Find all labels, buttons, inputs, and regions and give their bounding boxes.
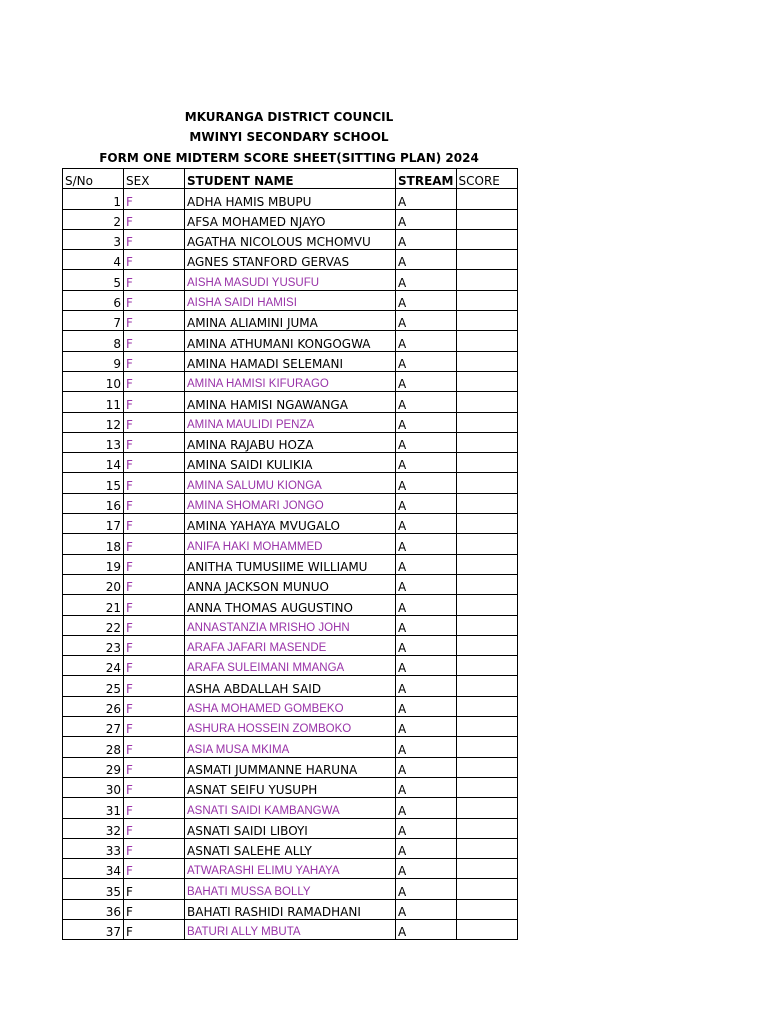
sheet-title: FORM ONE MIDTERM SCORE SHEET(SITTING PLAN) 2024 <box>99 151 479 165</box>
table-row <box>63 635 518 655</box>
table-row <box>63 534 518 554</box>
table-row <box>63 351 518 371</box>
cell-sex: F <box>124 818 185 838</box>
table-row <box>63 331 518 351</box>
cell-student-name: AISHA SAIDI HAMISI <box>185 290 396 310</box>
cell-sno: 8 <box>63 331 124 351</box>
cell-student-name: AMINA ALIAMINI JUMA <box>185 311 396 331</box>
cell-student-name: ASNATI SAIDI KAMBANGWA <box>185 798 396 818</box>
cell-score[interactable] <box>456 757 517 777</box>
cell-student-name: ASHURA HOSSEIN ZOMBOKO <box>185 717 396 737</box>
table-row <box>63 595 518 615</box>
cell-sex: F <box>124 919 185 939</box>
cell-sex: F <box>124 432 185 452</box>
cell-student-name: AFSA MOHAMED NJAYO <box>185 209 396 229</box>
cell-student-name: BATURI ALLY MBUTA <box>185 919 396 939</box>
cell-stream: A <box>396 574 457 594</box>
cell-stream: A <box>396 453 457 473</box>
cell-student-name: ADHA HAMIS MBUPU <box>185 189 396 209</box>
cell-sno: 37 <box>63 919 124 939</box>
cell-score[interactable] <box>456 392 517 412</box>
cell-stream: A <box>396 250 457 270</box>
cell-sno: 28 <box>63 737 124 757</box>
cell-sex: F <box>124 574 185 594</box>
cell-sno: 11 <box>63 392 124 412</box>
cell-stream: A <box>396 777 457 797</box>
cell-score[interactable] <box>456 676 517 696</box>
cell-sno: 24 <box>63 656 124 676</box>
cell-stream: A <box>396 432 457 452</box>
cell-stream: A <box>396 717 457 737</box>
cell-sex: F <box>124 798 185 818</box>
cell-student-name: ANITHA TUMUSIIME WILLIAMU <box>185 554 396 574</box>
cell-sex: F <box>124 554 185 574</box>
cell-score[interactable] <box>456 493 517 513</box>
table-row <box>63 412 518 432</box>
cell-score[interactable] <box>456 696 517 716</box>
table-row <box>63 453 518 473</box>
cell-sex: F <box>124 371 185 391</box>
cell-sno: 5 <box>63 270 124 290</box>
cell-score[interactable] <box>456 209 517 229</box>
cell-sno: 4 <box>63 250 124 270</box>
table-row <box>63 838 518 858</box>
cell-sno: 3 <box>63 229 124 249</box>
cell-sno: 19 <box>63 554 124 574</box>
table-header-row <box>63 169 518 189</box>
cell-score[interactable] <box>456 798 517 818</box>
cell-sno: 1 <box>63 189 124 209</box>
cell-sno: 25 <box>63 676 124 696</box>
cell-sno: 27 <box>63 717 124 737</box>
table-row <box>63 615 518 635</box>
cell-student-name: ANNA JACKSON MUNUO <box>185 574 396 594</box>
cell-student-name: AGATHA NICOLOUS MCHOMVU <box>185 229 396 249</box>
cell-stream: A <box>396 209 457 229</box>
header-sex: SEX <box>124 169 185 189</box>
cell-score[interactable] <box>456 818 517 838</box>
table-row <box>63 574 518 594</box>
cell-sno: 26 <box>63 696 124 716</box>
cell-score[interactable] <box>456 473 517 493</box>
cell-sex: F <box>124 189 185 209</box>
table-row <box>63 919 518 939</box>
cell-stream: A <box>396 514 457 534</box>
cell-score[interactable] <box>456 717 517 737</box>
table-row <box>63 371 518 391</box>
table-row <box>63 899 518 919</box>
cell-score[interactable] <box>456 311 517 331</box>
cell-sex: F <box>124 595 185 615</box>
cell-student-name: ARAFA JAFARI MASENDE <box>185 635 396 655</box>
cell-sno: 31 <box>63 798 124 818</box>
table-row <box>63 798 518 818</box>
table-row <box>63 696 518 716</box>
cell-sex: F <box>124 696 185 716</box>
cell-sno: 22 <box>63 615 124 635</box>
cell-sno: 15 <box>63 473 124 493</box>
cell-score[interactable] <box>456 859 517 879</box>
table-row <box>63 270 518 290</box>
cell-stream: A <box>396 331 457 351</box>
cell-sno: 17 <box>63 514 124 534</box>
cell-score[interactable] <box>456 412 517 432</box>
cell-stream: A <box>396 473 457 493</box>
cell-stream: A <box>396 615 457 635</box>
cell-stream: A <box>396 818 457 838</box>
cell-student-name: ANNA THOMAS AUGUSTINO <box>185 595 396 615</box>
cell-student-name: AISHA MASUDI YUSUFU <box>185 270 396 290</box>
cell-score[interactable] <box>456 737 517 757</box>
table-row <box>63 737 518 757</box>
table-row <box>63 229 518 249</box>
cell-stream: A <box>396 371 457 391</box>
cell-student-name: AMINA HAMADI SELEMANI <box>185 351 396 371</box>
cell-score[interactable] <box>456 899 517 919</box>
cell-sex: F <box>124 473 185 493</box>
cell-sex: F <box>124 838 185 858</box>
cell-sex: F <box>124 453 185 473</box>
cell-stream: A <box>396 798 457 818</box>
cell-score[interactable] <box>456 879 517 899</box>
cell-stream: A <box>396 311 457 331</box>
table-row <box>63 879 518 899</box>
cell-stream: A <box>396 493 457 513</box>
cell-student-name: ATWARASHI ELIMU YAHAYA <box>185 859 396 879</box>
cell-sno: 33 <box>63 838 124 858</box>
cell-score[interactable] <box>456 919 517 939</box>
cell-student-name: ASIA MUSA MKIMA <box>185 737 396 757</box>
header-score: SCORE <box>456 169 517 189</box>
cell-stream: A <box>396 270 457 290</box>
cell-student-name: AMINA MAULIDI PENZA <box>185 412 396 432</box>
cell-student-name: AMINA SAIDI KULIKIA <box>185 453 396 473</box>
cell-sno: 23 <box>63 635 124 655</box>
cell-score[interactable] <box>456 615 517 635</box>
cell-sex: F <box>124 717 185 737</box>
cell-sno: 20 <box>63 574 124 594</box>
cell-score[interactable] <box>456 777 517 797</box>
table-body <box>63 169 518 940</box>
cell-sex: F <box>124 311 185 331</box>
table-row <box>63 290 518 310</box>
cell-sno: 30 <box>63 777 124 797</box>
table-row <box>63 473 518 493</box>
cell-sex: F <box>124 514 185 534</box>
cell-sex: F <box>124 209 185 229</box>
cell-sex: F <box>124 331 185 351</box>
cell-student-name: AGNES STANFORD GERVAS <box>185 250 396 270</box>
cell-sno: 36 <box>63 899 124 919</box>
cell-sno: 32 <box>63 818 124 838</box>
cell-stream: A <box>396 635 457 655</box>
cell-sno: 13 <box>63 432 124 452</box>
cell-score[interactable] <box>456 514 517 534</box>
cell-sex: F <box>124 757 185 777</box>
table-row <box>63 311 518 331</box>
cell-student-name: AMINA HAMISI KIFURAGO <box>185 371 396 391</box>
cell-stream: A <box>396 737 457 757</box>
cell-sno: 10 <box>63 371 124 391</box>
table-row <box>63 777 518 797</box>
table-row <box>63 209 518 229</box>
cell-sno: 12 <box>63 412 124 432</box>
cell-stream: A <box>396 351 457 371</box>
school-heading: MWINYI SECONDARY SCHOOL <box>189 130 389 144</box>
table-row <box>63 676 518 696</box>
table-row <box>63 189 518 209</box>
cell-sno: 14 <box>63 453 124 473</box>
table-row <box>63 250 518 270</box>
cell-sno: 35 <box>63 879 124 899</box>
cell-score[interactable] <box>456 270 517 290</box>
cell-stream: A <box>396 656 457 676</box>
cell-student-name: ASNATI SAIDI LIBOYI <box>185 818 396 838</box>
cell-stream: A <box>396 757 457 777</box>
cell-score[interactable] <box>456 371 517 391</box>
cell-student-name: ASNATI SALEHE ALLY <box>185 838 396 858</box>
cell-score[interactable] <box>456 290 517 310</box>
cell-stream: A <box>396 290 457 310</box>
cell-student-name: ANIFA HAKI MOHAMMED <box>185 534 396 554</box>
cell-stream: A <box>396 676 457 696</box>
cell-stream: A <box>396 919 457 939</box>
cell-student-name: ANNASTANZIA MRISHO JOHN <box>185 615 396 635</box>
cell-student-name: ASMATI JUMMANNE HARUNA <box>185 757 396 777</box>
table-row <box>63 392 518 412</box>
cell-sno: 34 <box>63 859 124 879</box>
cell-score[interactable] <box>456 635 517 655</box>
cell-sex: F <box>124 899 185 919</box>
cell-score[interactable] <box>456 595 517 615</box>
cell-score[interactable] <box>456 331 517 351</box>
cell-sno: 29 <box>63 757 124 777</box>
cell-score[interactable] <box>456 574 517 594</box>
cell-student-name: AMINA SHOMARI JONGO <box>185 493 396 513</box>
cell-stream: A <box>396 554 457 574</box>
cell-stream: A <box>396 696 457 716</box>
cell-student-name: AMINA ATHUMANI KONGOGWA <box>185 331 396 351</box>
cell-sex: F <box>124 270 185 290</box>
cell-sex: F <box>124 290 185 310</box>
cell-stream: A <box>396 859 457 879</box>
cell-sno: 6 <box>63 290 124 310</box>
cell-sex: F <box>124 859 185 879</box>
cell-stream: A <box>396 595 457 615</box>
cell-stream: A <box>396 838 457 858</box>
cell-student-name: ASNAT SEIFU YUSUPH <box>185 777 396 797</box>
cell-stream: A <box>396 229 457 249</box>
cell-sex: F <box>124 615 185 635</box>
cell-score[interactable] <box>456 432 517 452</box>
cell-sex: F <box>124 777 185 797</box>
table-row <box>63 818 518 838</box>
cell-sno: 7 <box>63 311 124 331</box>
table-row <box>63 493 518 513</box>
cell-score[interactable] <box>456 229 517 249</box>
cell-stream: A <box>396 392 457 412</box>
table-row <box>63 859 518 879</box>
cell-stream: A <box>396 879 457 899</box>
cell-sno: 2 <box>63 209 124 229</box>
cell-score[interactable] <box>456 554 517 574</box>
cell-score[interactable] <box>456 838 517 858</box>
cell-stream: A <box>396 189 457 209</box>
table-row <box>63 757 518 777</box>
cell-sex: F <box>124 229 185 249</box>
cell-sex: F <box>124 656 185 676</box>
cell-sex: F <box>124 635 185 655</box>
table-row <box>63 717 518 737</box>
cell-score[interactable] <box>456 534 517 554</box>
cell-sex: F <box>124 351 185 371</box>
cell-sex: F <box>124 534 185 554</box>
cell-sex: F <box>124 493 185 513</box>
cell-score[interactable] <box>456 656 517 676</box>
cell-sex: F <box>124 676 185 696</box>
score-sheet-table <box>62 168 518 940</box>
cell-student-name: ASHA MOHAMED GOMBEKO <box>185 696 396 716</box>
header-stream: STREAM <box>396 169 457 189</box>
cell-sex: F <box>124 250 185 270</box>
council-heading: MKURANGA DISTRICT COUNCIL <box>184 110 394 124</box>
cell-score[interactable] <box>456 453 517 473</box>
cell-sno: 18 <box>63 534 124 554</box>
cell-score[interactable] <box>456 250 517 270</box>
cell-student-name: BAHATI MUSSA BOLLY <box>185 879 396 899</box>
cell-stream: A <box>396 534 457 554</box>
cell-sno: 21 <box>63 595 124 615</box>
cell-student-name: AMINA SALUMU KIONGA <box>185 473 396 493</box>
cell-student-name: AMINA RAJABU HOZA <box>185 432 396 452</box>
header-student-name: STUDENT NAME <box>185 169 396 189</box>
cell-sex: F <box>124 879 185 899</box>
cell-score[interactable] <box>456 189 517 209</box>
cell-stream: A <box>396 412 457 432</box>
cell-sex: F <box>124 392 185 412</box>
cell-sex: F <box>124 412 185 432</box>
cell-student-name: AMINA HAMISI NGAWANGA <box>185 392 396 412</box>
cell-sex: F <box>124 737 185 757</box>
table-row <box>63 514 518 534</box>
cell-student-name: ASHA ABDALLAH SAID <box>185 676 396 696</box>
cell-stream: A <box>396 899 457 919</box>
table-row <box>63 554 518 574</box>
table-row <box>63 656 518 676</box>
cell-student-name: AMINA YAHAYA MVUGALO <box>185 514 396 534</box>
cell-sno: 16 <box>63 493 124 513</box>
header-sno: S/No <box>63 169 124 189</box>
cell-student-name: BAHATI RASHIDI RAMADHANI <box>185 899 396 919</box>
cell-sno: 9 <box>63 351 124 371</box>
table-row <box>63 432 518 452</box>
cell-student-name: ARAFA SULEIMANI MMANGA <box>185 656 396 676</box>
cell-score[interactable] <box>456 351 517 371</box>
